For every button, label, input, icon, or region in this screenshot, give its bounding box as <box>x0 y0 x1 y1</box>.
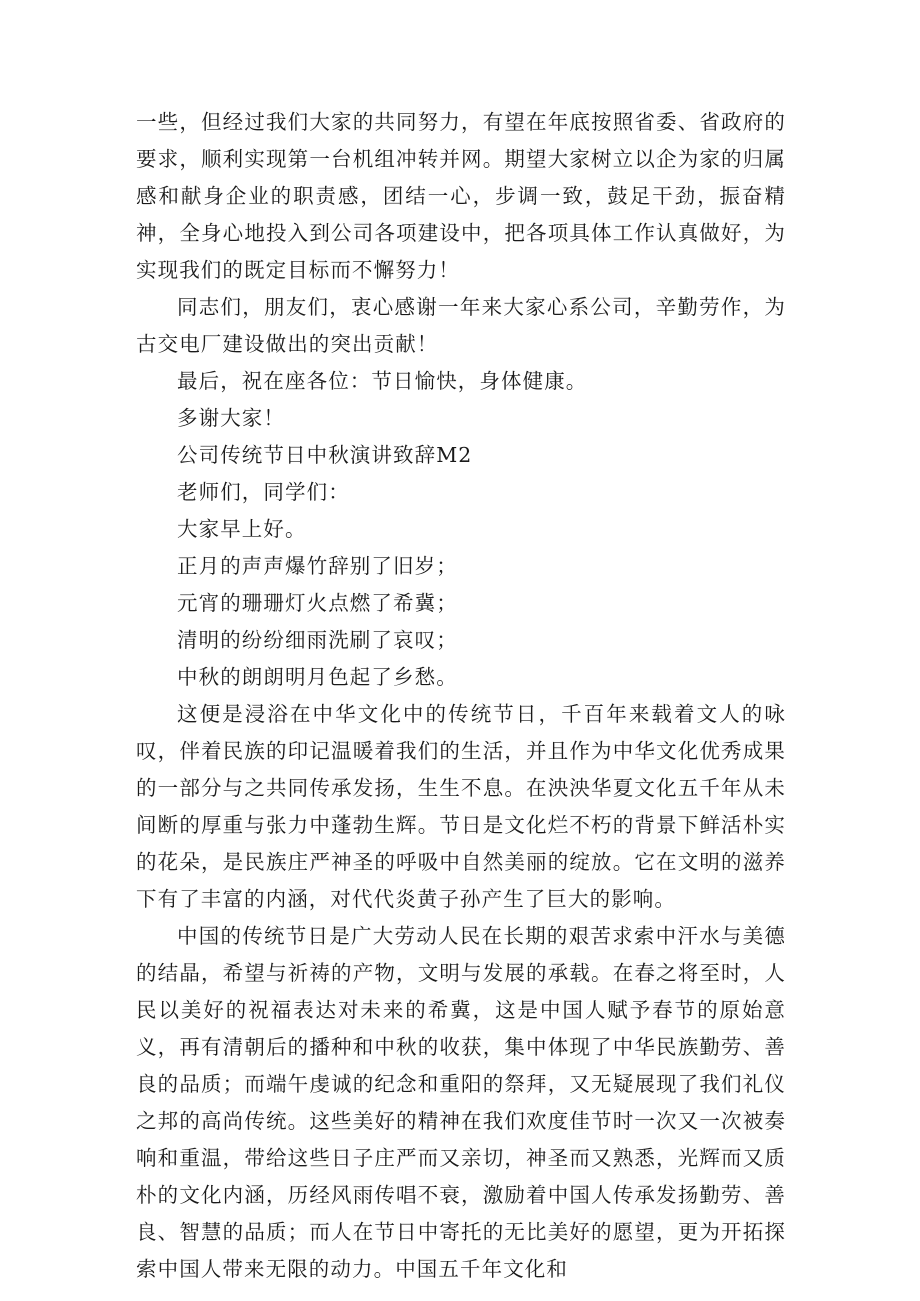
document-body <box>136 104 786 1288</box>
verse-line-spring: 正月的声声爆竹辞别了旧岁； <box>177 554 458 578</box>
paragraph-thanks: 同志们，朋友们，衷心感谢一年来大家心系公司，辛勤劳作，为古交电厂建设做出的突出贡献！ <box>136 295 786 356</box>
paragraph-traditional-festivals: 这便是浸浴在中华文化中的传统节日，千百年来载着文人的咏叹，伴着民族的印记温暖着我们的生活，并且作为中华文化优秀成果的一部分与之共同传承发扬，生生不息。在泱泱华夏文化五千年从未间断的厚重与张力中蓬勃生辉。节日是文化烂不朽的背景下鲜活朴实的花朵，是民族庄严神圣的呼吸中自然美丽的绽放。它在文明的滋养下有了丰富的内涵，对代代炎黄子孙产生了巨大的影响。 <box>136 702 786 911</box>
verse-line-lantern: 元宵的珊珊灯火点燃了希冀； <box>177 591 458 615</box>
paragraph-good-morning: 大家早上好。 <box>177 517 307 541</box>
verse-line-qingming: 清明的纷纷细雨洗刷了哀叹； <box>177 628 458 652</box>
section-title: 公司传统节日中秋演讲致辞M2 <box>177 443 473 467</box>
paragraph-greeting: 老师们，同学们： <box>177 480 350 504</box>
paragraph-festival-meaning: 中国的传统节日是广大劳动人民在长期的艰苦求索中汗水与美德的结晶，希望与祈祷的产物，文明与发展的承载。在春之将至时，人民以美好的祝福表达对未来的希冀，这是中国人赋予春节的原始意义，再有清朝后的播种和中秋的收获，集中体现了中华民族勤劳、善良的品质；而端午虔诚的纪念和重阳的祭拜，又无疑展现了我们礼仪之邦的高尚传统。这些美好的精神在我们欢度佳节时一次又一次被奏响和重温，带给这些日子庄严而又亲切，神圣而又熟悉，光辉而又质朴的文化内涵，历经风雨传唱不衰，激励着中国人传承发扬勤劳、善良、智慧的品质；而人在节日中寄托的无比美好的愿望，更为开拓探索中国人带来无限的动力。中国五千年文化和 <box>136 924 786 1281</box>
paragraph-thank-all: 多谢大家！ <box>177 406 285 430</box>
verse-line-midautumn: 中秋的朗朗明月色起了乡愁。 <box>177 665 458 689</box>
paragraph-closing-effort: 一些，但经过我们大家的共同努力，有望在年底按照省委、省政府的要求，顺利实现第一台机组冲转并网。期望大家树立以企为家的归属感和献身企业的职责感，团结一心，步调一致，鼓足干劲，振奋精神，全身心地投入到公司各项建设中，把各项具体工作认真做好，为实现我们的既定目标而不懈努力！ <box>136 110 786 282</box>
paragraph-wishes: 最后，祝在座各位：节日愉快，身体健康。 <box>177 369 588 393</box>
